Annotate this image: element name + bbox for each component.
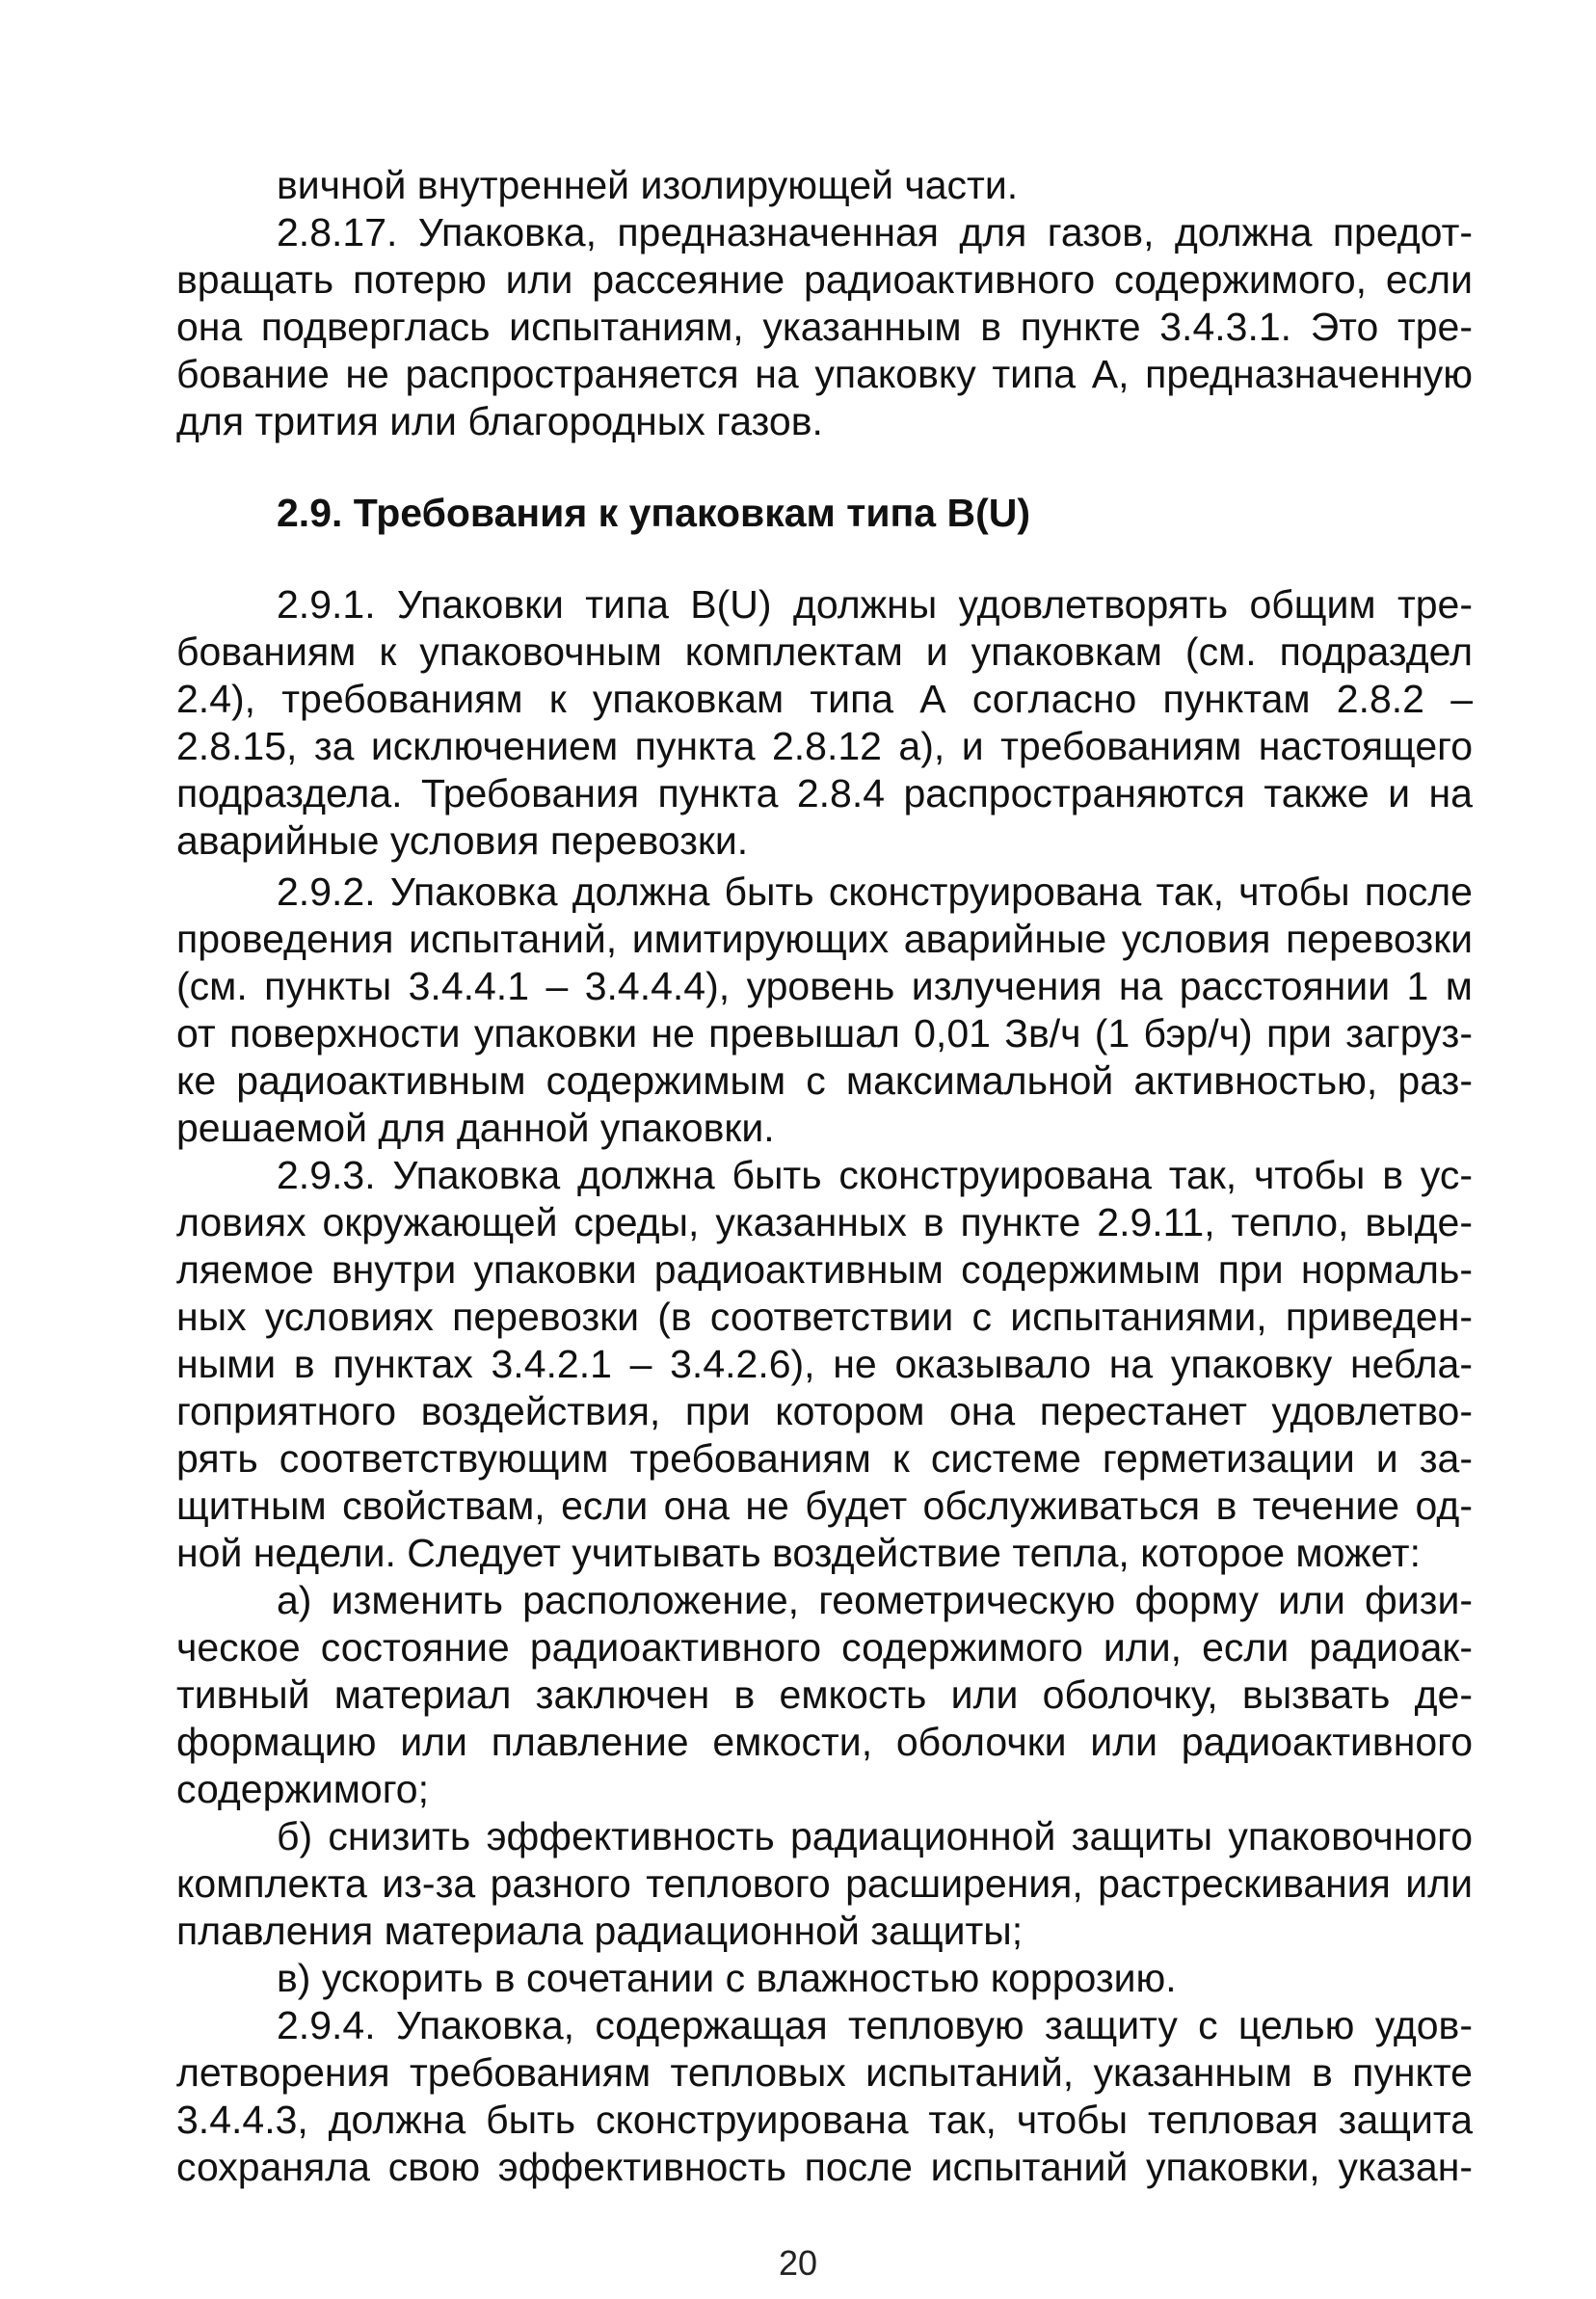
text-line: ными в пунктах 3.4.2.1 – 3.4.2.6), не оказывало на упаковку небла- xyxy=(176,1342,1473,1386)
list-item-c xyxy=(176,1955,1473,2002)
text-line: 2.9.4. Упаковка, содержащая тепловую защиту с целью удов- xyxy=(277,2003,1473,2047)
text-line: 2.9.3. Упаковка должна быть сконструирована так, чтобы в ус- xyxy=(277,1153,1473,1197)
text-line: она подверглась испытаниям, указанным в пункте 3.4.3.1. Это тре- xyxy=(176,305,1473,349)
text-line: вичной внутренней изолирующей части. xyxy=(277,163,1019,207)
text-line: вращать потерю или рассеяние радиоактивного содержимого, если xyxy=(176,257,1473,302)
text-line: формацию или плавление емкости, оболочки или радиоактивного xyxy=(176,1720,1473,1764)
text-line: ляемое внутри упаковки радиоактивным содержимым при нормаль- xyxy=(176,1247,1473,1292)
text-line: 2.4), требованиям к упаковкам типа А согласно пунктам 2.8.2 – xyxy=(176,677,1473,721)
paragraph-2-9-2 xyxy=(176,869,1473,1152)
text-line: 3.4.4.3, должна быть сконструирована так, чтобы тепловая защита xyxy=(176,2098,1473,2142)
paragraph-2-9-1 xyxy=(176,581,1473,865)
text-line: 2.9.2. Упаковка должна быть сконструирована так, чтобы после xyxy=(277,869,1473,914)
text-line: ловиях окружающей среды, указанных в пункте 2.9.11, тепло, выде- xyxy=(176,1200,1473,1244)
document-page xyxy=(176,162,1473,2191)
section-heading: 2.9. Требования к упаковкам типа В(U) xyxy=(277,491,1031,535)
text-line: подраздела. Требования пункта 2.8.4 распространяются также и на xyxy=(176,771,1473,815)
text-line: гоприятного воздействия, при котором она перестанет удовлетво- xyxy=(176,1389,1473,1433)
text-line: ческое состояние радиоактивного содержимого или, если радиоак- xyxy=(176,1625,1473,1670)
text-line: содержимого; xyxy=(176,1767,429,1811)
paragraph-continuation xyxy=(176,162,1473,445)
text-line: 2.8.17. Упаковка, предназначенная для газов, должна предот- xyxy=(277,210,1473,254)
text-line: рять соответствующим требованиям к системе герметизации и за- xyxy=(176,1436,1473,1481)
text-line: б) снизить эффективность радиационной защиты упаковочного xyxy=(277,1814,1473,1858)
text-line: плавления материала радиационной защиты; xyxy=(176,1909,1024,1953)
text-line: тивный материал заключен в емкость или оболочку, вызвать де- xyxy=(176,1672,1473,1717)
text-line: бованиям к упаковочным комплектам и упаковкам (см. подраздел xyxy=(176,629,1473,674)
text-line: (см. пункты 3.4.4.1 – 3.4.4.4), уровень излучения на расстоянии 1 м xyxy=(176,964,1473,1008)
text-line: ке радиоактивным содержимым с максимальной активностью, раз- xyxy=(176,1058,1473,1103)
paragraph-2-9-3 xyxy=(176,1152,1473,1577)
text-line: бование не распространяется на упаковку типа А, предназначенную xyxy=(176,352,1473,396)
text-line: 2.8.15, за исключением пункта 2.8.12 а), и требованиям настоящего xyxy=(176,724,1473,768)
list-item-b xyxy=(176,1813,1473,1955)
page-number: 20 xyxy=(778,2243,818,2283)
text-line: ной недели. Следует учитывать воздействие тепла, которое может: xyxy=(176,1531,1421,1575)
text-line: от поверхности упаковки не превышал 0,01 Зв/ч (1 бэр/ч) при загруз- xyxy=(176,1011,1473,1056)
text-line: а) изменить расположение, геометрическую форму или физи- xyxy=(277,1578,1473,1622)
text-line: комплекта из-за разного теплового расширения, растрескивания или xyxy=(176,1861,1473,1906)
text-line: решаемой для данной упаковки. xyxy=(176,1106,775,1150)
text-line: сохраняла свою эффективность после испытаний упаковки, указан- xyxy=(176,2145,1473,2189)
text-line: проведения испытаний, имитирующих аварийные условия перевозки xyxy=(176,917,1473,961)
text-line: аварийные условия перевозки. xyxy=(176,818,749,863)
text-line: для трития или благородных газов. xyxy=(176,399,823,443)
text-line: летворения требованиям тепловых испытаний, указанным в пункте xyxy=(176,2050,1473,2095)
text-line: щитным свойствам, если она не будет обслуживаться в течение од- xyxy=(176,1484,1473,1528)
paragraph-2-9-4 xyxy=(176,2002,1473,2191)
list-item-a xyxy=(176,1577,1473,1813)
text-line: в) ускорить в сочетании с влажностью коррозию. xyxy=(277,1956,1177,2000)
text-line: ных условиях перевозки (в соответствии с испытаниями, приведен- xyxy=(176,1295,1473,1339)
text-line: 2.9.1. Упаковки типа В(U) должны удовлетворять общим тре- xyxy=(277,582,1473,627)
